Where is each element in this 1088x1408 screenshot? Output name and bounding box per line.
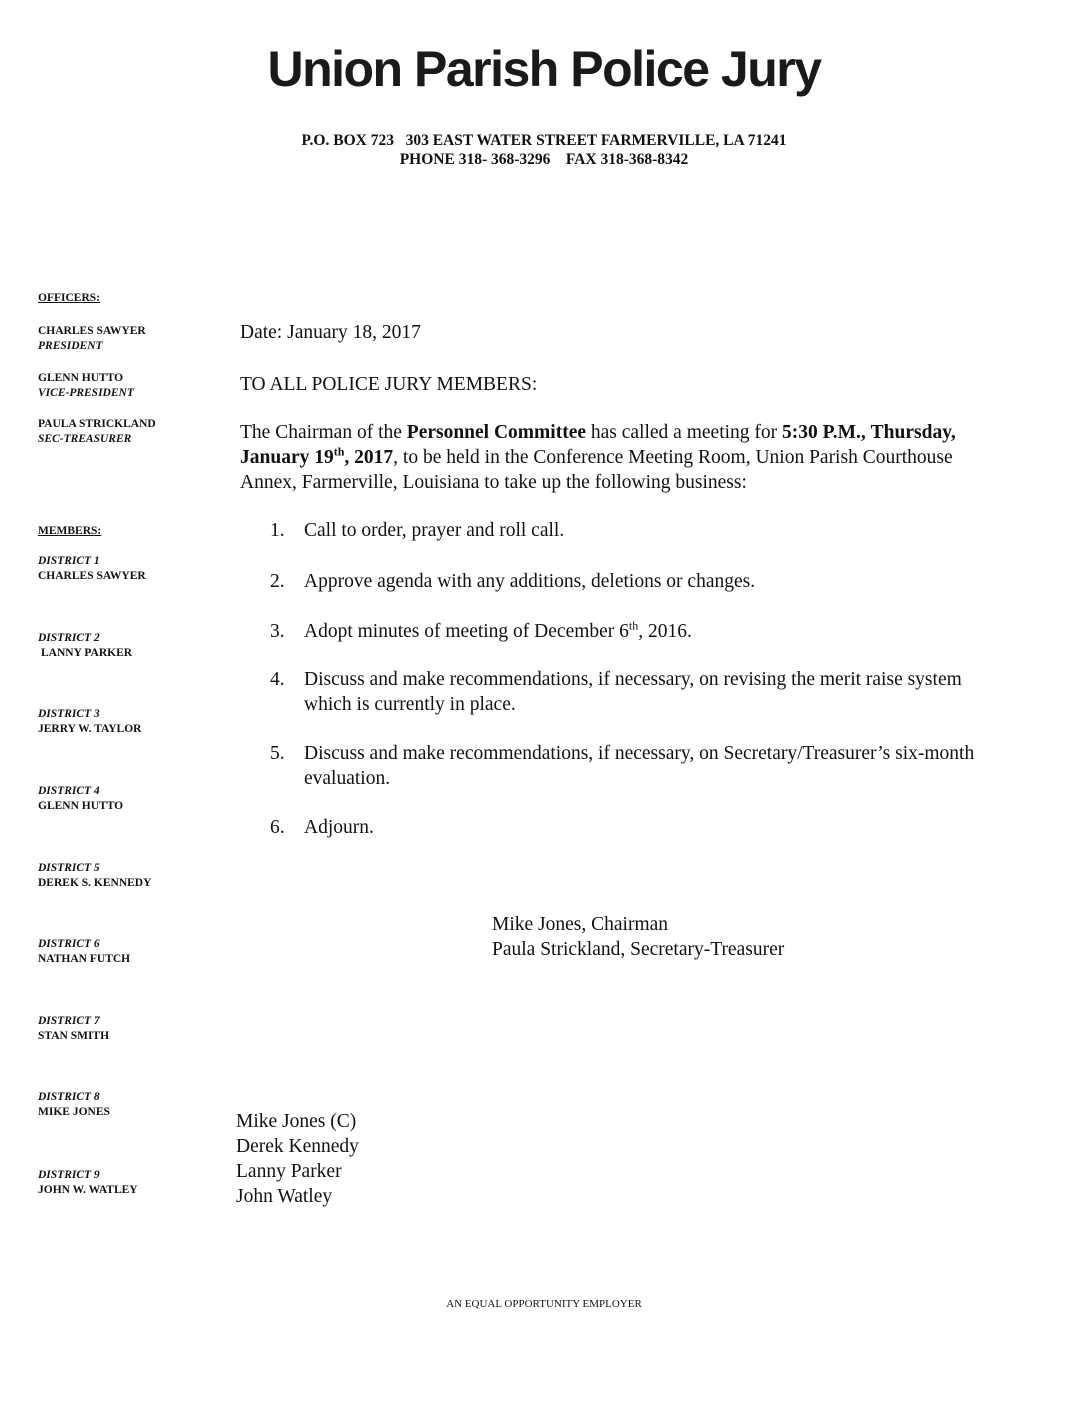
meeting-day: Thursday, January 19 (240, 422, 956, 468)
member-district: DISTRICT 8 (38, 1091, 100, 1103)
member-district: DISTRICT 3 (38, 708, 100, 720)
member-entry (38, 937, 130, 967)
agenda-number: 3. (270, 621, 285, 642)
signature-line: Paula Strickland, Secretary-Treasurer (492, 939, 785, 960)
member-name: JOHN W. WATLEY (38, 1184, 138, 1196)
intro-text: has called a meeting for (586, 422, 783, 443)
agenda-number: 1. (270, 520, 285, 541)
officer-name: CHARLES SAWYER (38, 325, 146, 337)
committee-member: John Watley (236, 1186, 333, 1207)
member-district: DISTRICT 6 (38, 938, 100, 950)
member-name: STAN SMITH (38, 1030, 110, 1042)
letter-salutation: TO ALL POLICE JURY MEMBERS: (240, 374, 538, 395)
intro-text: , to be held in the Conference Meeting Room, Union Parish Courthouse Annex, Farmerville, Louisiana to take up the following business: (240, 447, 953, 493)
letter-intro (240, 420, 980, 495)
member-name: CHARLES SAWYER (38, 570, 146, 582)
letterhead-title: Union Parish Police Jury (267, 41, 821, 97)
meeting-time: 5:30 P.M., (782, 422, 866, 443)
agenda-text: Discuss and make recommendations, if necessary, on revising the merit raise system which is currently in place. (304, 669, 962, 715)
intro-text: The Chairman of the (240, 422, 407, 443)
member-entry (38, 1014, 109, 1044)
meeting-day-suffix: th (333, 444, 345, 459)
officer-entry (38, 371, 134, 401)
footer-note: AN EQUAL OPPORTUNITY EMPLOYER (446, 1298, 642, 1310)
agenda-number: 5. (270, 743, 285, 764)
member-district: DISTRICT 1 (38, 555, 100, 567)
member-district: DISTRICT 7 (38, 1015, 100, 1027)
officers-heading: OFFICERS: (38, 292, 100, 304)
committee-member: Derek Kennedy (236, 1136, 359, 1157)
phone-line: PHONE 318- 368-3296 FAX 318-368-8342 (399, 151, 689, 168)
member-name: LANNY PARKER (41, 647, 133, 659)
members-heading: MEMBERS: (38, 525, 102, 537)
letter-date: Date: January 18, 2017 (240, 322, 421, 343)
member-district: DISTRICT 5 (38, 862, 100, 874)
member-name: JERRY W. TAYLOR (38, 723, 142, 735)
member-entry (38, 1168, 138, 1198)
member-district: DISTRICT 2 (38, 632, 100, 644)
member-entry (38, 707, 141, 737)
committee-members (236, 1109, 359, 1209)
agenda-text-part: Adopt minutes of meeting of December 6 (304, 621, 629, 642)
agenda-text-part: , 2016. (638, 621, 692, 642)
sidebar (38, 292, 218, 1196)
officer-role: SEC-TREASURER (38, 433, 132, 445)
agenda-text-suffix: th (628, 618, 639, 633)
member-entry (38, 554, 146, 584)
member-name: GLENN HUTTO (38, 800, 124, 812)
member-name: NATHAN FUTCH (38, 953, 131, 965)
meeting-year: , 2017 (344, 447, 394, 468)
member-name: DEREK S. KENNEDY (38, 877, 152, 889)
officer-entry (38, 324, 146, 354)
member-entry (38, 861, 151, 891)
agenda-text: Approve agenda with any additions, deletions or changes. (304, 571, 756, 592)
agenda-number: 6. (270, 817, 285, 838)
member-district: DISTRICT 9 (38, 1169, 100, 1181)
agenda-number: 2. (270, 571, 285, 592)
committee-member: Mike Jones (C) (236, 1111, 357, 1132)
committee-name: Personnel Committee (406, 422, 587, 443)
agenda-text: Adjourn. (304, 817, 374, 838)
agenda-text (304, 619, 984, 644)
agenda-number: 4. (270, 669, 285, 690)
member-entry (38, 631, 132, 661)
member-entry (38, 1090, 110, 1120)
officer-role: PRESIDENT (38, 340, 103, 352)
signature-block (492, 912, 784, 962)
signature-line: Mike Jones, Chairman (492, 914, 669, 935)
agenda-text: Discuss and make recommendations, if necessary, on Secretary/Treasurer’s six-month evaluation. (304, 743, 975, 789)
member-name: MIKE JONES (38, 1106, 110, 1118)
address-line: P.O. BOX 723 303 EAST WATER STREET FARMERVILLE, LA 71241 (301, 132, 787, 149)
member-district: DISTRICT 4 (38, 785, 100, 797)
committee-member: Lanny Parker (236, 1161, 342, 1182)
officer-entry (38, 417, 156, 447)
officer-role: VICE-PRESIDENT (38, 387, 134, 399)
officer-name: PAULA STRICKLAND (38, 418, 156, 430)
letterhead-contact (0, 131, 1088, 169)
member-entry (38, 784, 123, 814)
officer-name: GLENN HUTTO (38, 372, 124, 384)
agenda-text: Call to order, prayer and roll call. (304, 520, 565, 541)
